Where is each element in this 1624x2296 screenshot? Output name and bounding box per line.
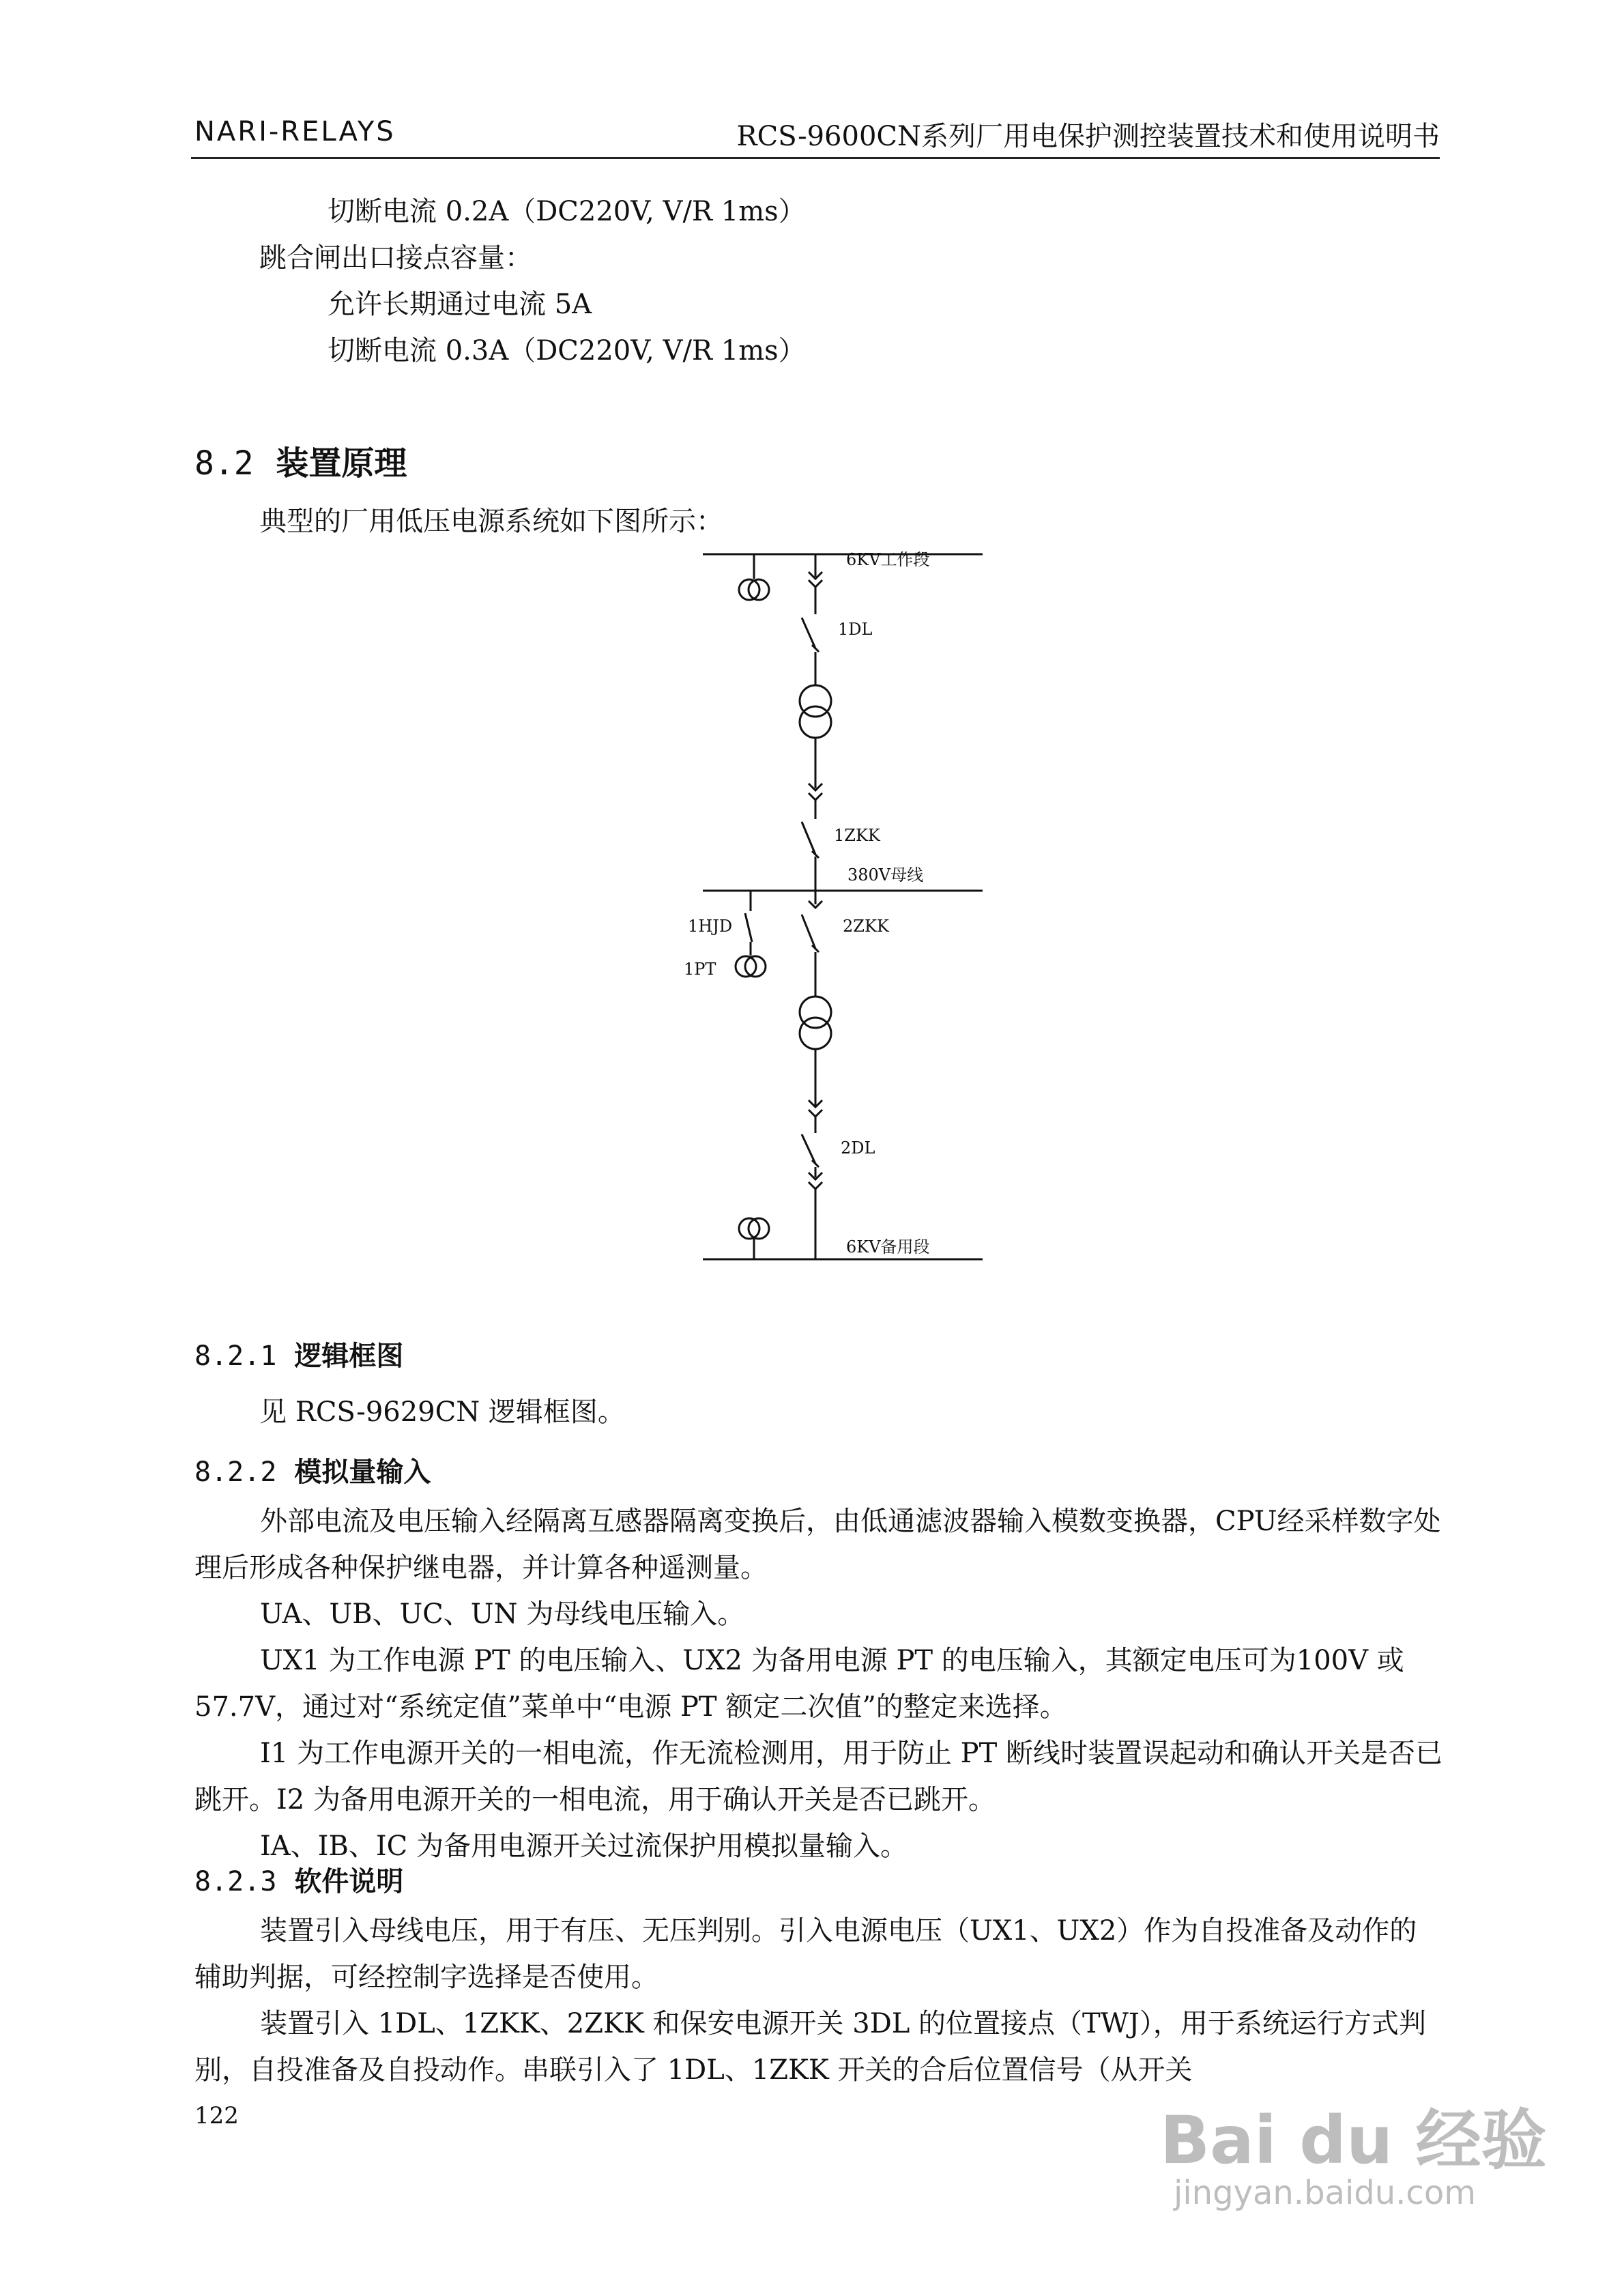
paragraph: UX1 为工作电源 PT 的电压输入、UX2 为备用电源 PT 的电压输入，其额定电压可为100V 或 57.7V，通过对“系统定值”菜单中“电源 PT 额定二次值”的整定来选择。 — [194, 1645, 1404, 1723]
transformer-1-coil-2 — [800, 706, 831, 738]
label-bus-bottom: 6KV备用段 — [846, 1237, 930, 1257]
plug-low-b — [809, 1110, 822, 1117]
header-divider — [191, 157, 1440, 159]
section-number: 8.2 — [194, 444, 254, 483]
section-heading-8-2-2 — [194, 1450, 431, 1489]
section-821-text: 见 RCS-9629CN 逻辑框图。 — [259, 1396, 625, 1428]
section-number: 8.2.3 — [194, 1866, 277, 1897]
section-heading-8-2 — [194, 437, 407, 484]
switch-1zkk-blade — [802, 822, 815, 855]
label-2dl: 2DL — [841, 1138, 875, 1158]
paragraph: 装置引入 1DL、1ZKK、2ZKK 和保安电源开关 3DL 的位置接点（TWJ），用于系统运行方式判别，自投准备及自投动作。串联引入了 1DL、1ZKK 开关的合后位置信号（从开关 — [194, 2008, 1426, 2086]
spec-line-4: 切断电流 0.3A（DC220V, V/R 1ms） — [328, 335, 806, 367]
disconnect-1hjd-blade — [745, 913, 752, 942]
page-number: 122 — [194, 2102, 239, 2129]
section-822-body — [194, 1498, 1443, 1869]
section-number: 8.2.1 — [194, 1340, 277, 1372]
spec-line-1: 切断电流 0.2A（DC220V, V/R 1ms） — [328, 196, 806, 227]
breaker-2dl-blade — [802, 1134, 815, 1164]
section-heading-8-2-1 — [194, 1334, 403, 1373]
header-left: NARI-RELAYS — [194, 116, 396, 147]
section-number: 8.2.2 — [194, 1456, 277, 1488]
section-title: 装置原理 — [276, 444, 407, 483]
paragraph: 装置引入母线电压，用于有压、无压判别。引入电源电压（UX1、UX2）作为自投准备及动作的辅助判据，可经控制字选择是否使用。 — [194, 1915, 1417, 1993]
label-1pt: 1PT — [684, 960, 716, 979]
label-1hjd: 1HJD — [688, 917, 733, 936]
power-system-diagram — [368, 546, 1269, 1317]
section-heading-8-2-3 — [194, 1860, 403, 1899]
label-1dl: 1DL — [838, 620, 873, 639]
paragraph: I1 为工作电源开关的一相电流，作无流检测用，用于防止 PT 断线时装置误起动和确认开关是否已跳开。I2 为备用电源开关的一相电流，用于确认开关是否已跳开。 — [194, 1738, 1442, 1816]
diagram-svg — [368, 546, 1269, 1317]
label-1zkk: 1ZKK — [834, 826, 880, 845]
transformer-2-coil-2 — [800, 1018, 831, 1049]
label-bus-top: 6KV工作段 — [846, 550, 930, 569]
section-title: 模拟量输入 — [294, 1456, 431, 1488]
paragraph: IA、IB、IC 为备用电源开关过流保护用模拟量输入。 — [260, 1831, 908, 1862]
plug-mid-b — [809, 793, 822, 800]
label-bus-380v: 380V母线 — [847, 865, 924, 885]
watermark-logo: Bai du 经验 — [1160, 2102, 1547, 2179]
section-intro: 典型的厂用低压电源系统如下图所示： — [259, 506, 723, 537]
switch-2zkk-blade — [802, 915, 815, 949]
section-title: 逻辑框图 — [294, 1340, 404, 1372]
paragraph: 外部电流及电压输入经隔离互感器隔离变换后，由低通滤波器输入模数变换器，CPU经采样数字处理后形成各种保护继电器，并计算各种遥测量。 — [194, 1506, 1441, 1583]
paragraph: UA、UB、UC、UN 为母线电压输入。 — [260, 1598, 745, 1630]
watermark-url: jingyan.baidu.com — [1174, 2174, 1476, 2212]
label-2zkk: 2ZKK — [843, 917, 889, 936]
plug-bottom-b — [809, 1182, 822, 1189]
header-right: RCS-9600CN系列厂用电保护测控装置技术和使用说明书 — [736, 121, 1440, 152]
section-title: 软件说明 — [294, 1866, 404, 1897]
spec-line-2: 跳合闸出口接点容量： — [259, 242, 532, 274]
plug-top-b — [809, 580, 822, 587]
section-823-body — [194, 1908, 1443, 2093]
spec-line-3: 允许长期通过电流 5A — [328, 289, 592, 320]
breaker-1dl-blade — [802, 618, 815, 648]
